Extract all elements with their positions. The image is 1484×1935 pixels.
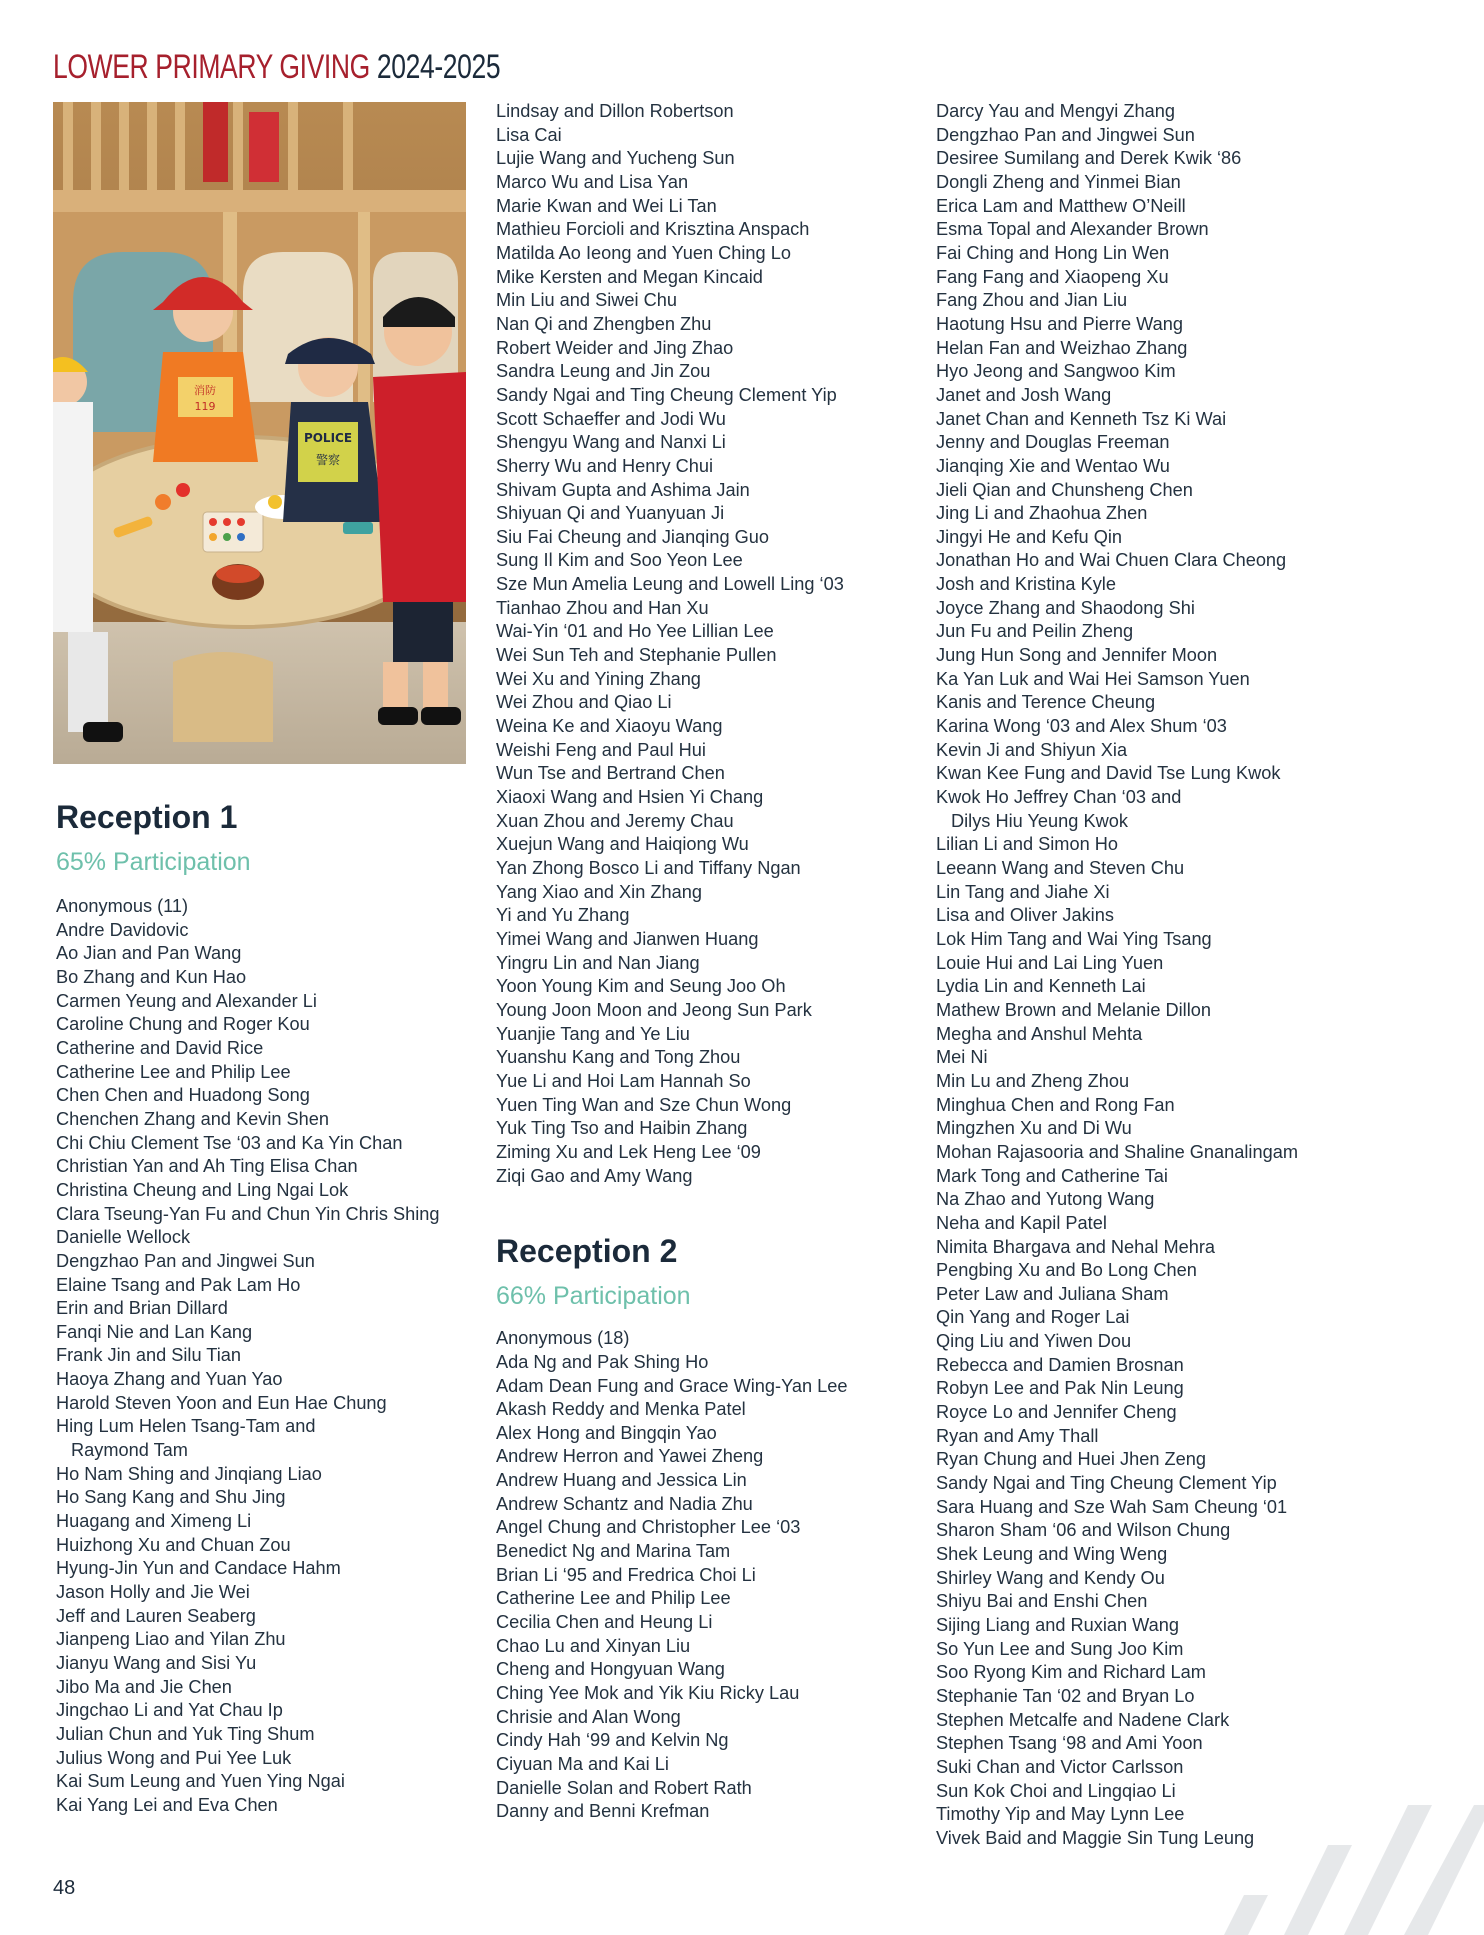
donor-name: Cheng and Hongyuan Wang — [496, 1659, 725, 1680]
reception-1-donor-list — [56, 895, 440, 1439]
donor-name: Rebecca and Damien Brosnan — [936, 1354, 1184, 1375]
donor-name: Xiaoxi Wang and Hsien Yi Chang — [496, 787, 764, 808]
donor-name: Huizhong Xu and Chuan Zou — [56, 1534, 291, 1555]
donor-name: Lisa and Oliver Jakins — [936, 905, 1114, 926]
donor-name: Peter Law and Juliana Sham — [936, 1283, 1169, 1304]
donor-name: Ziming Xu and Lek Heng Lee ‘09 — [496, 1141, 761, 1162]
donor-name: Robert Weider and Jing Zhao — [496, 337, 734, 358]
donor-name: Xuan Zhou and Jeremy Chau — [496, 810, 734, 831]
svg-text:POLICE: POLICE — [303, 431, 353, 445]
donor-name: Jonathan Ho and Wai Chuen Clara Cheong — [936, 550, 1287, 571]
donor-name: Hyung-Jin Yun and Candace Hahm — [56, 1558, 341, 1579]
donor-name: Haoya Zhang and Yuan Yao — [56, 1369, 283, 1390]
donor-name: Andrew Herron and Yawei Zheng — [496, 1446, 764, 1467]
donor-name: Yang Xiao and Xin Zhang — [496, 881, 702, 902]
donor-name: Nan Qi and Zhengben Zhu — [496, 313, 712, 334]
donor-name: Megha and Anshul Mehta — [936, 1023, 1143, 1044]
donor-name: Lindsay and Dillon Robertson — [496, 101, 734, 121]
donor-name: Mark Tong and Catherine Tai — [936, 1165, 1168, 1186]
donor-name: Christian Yan and Ah Ting Elisa Chan — [56, 1156, 358, 1177]
decorative-stripes — [1224, 1805, 1484, 1935]
donor-name: Vivek Baid and Maggie Sin Tung Leung — [936, 1827, 1255, 1848]
donor-name: Jianqing Xie and Wentao Wu — [936, 455, 1170, 476]
donor-name: Jeff and Lauren Seaberg — [56, 1605, 256, 1626]
donor-name: Wei Zhou and Qiao Li — [496, 692, 672, 713]
donor-name: Na Zhao and Yutong Wang — [936, 1189, 1155, 1210]
donor-name: Caroline Chung and Roger Kou — [56, 1014, 310, 1035]
donor-name: Joyce Zhang and Shaodong Shi — [936, 597, 1195, 618]
donor-name: Mike Kersten and Megan Kincaid — [496, 266, 763, 287]
donor-name: Dengzhao Pan and Jingwei Sun — [56, 1250, 315, 1271]
donor-name: Christina Cheung and Ling Ngai Lok — [56, 1179, 349, 1200]
donor-name: Shivam Gupta and Ashima Jain — [496, 479, 750, 500]
reception-2-donor-list-cont — [936, 100, 1298, 810]
donor-name: Nimita Bhargava and Nehal Mehra — [936, 1236, 1216, 1257]
donor-name: Sandy Ngai and Ting Cheung Clement Yip — [496, 384, 837, 405]
donor-name: Yi and Yu Zhang — [496, 905, 630, 926]
donor-name: Catherine Lee and Philip Lee — [496, 1588, 731, 1609]
donor-name: Alex Hong and Bingqin Yao — [496, 1422, 717, 1443]
donor-name: Andrew Schantz and Nadia Zhu — [496, 1493, 753, 1514]
donor-name: Sung Il Kim and Soo Yeon Lee — [496, 550, 743, 571]
donor-name: Kanis and Terence Cheung — [936, 692, 1156, 713]
right-column — [936, 100, 1298, 1851]
donor-name: Yuanjie Tang and Ye Liu — [496, 1023, 690, 1044]
donor-name: Sun Kok Choi and Lingqiao Li — [936, 1780, 1176, 1801]
donor-name: Sijing Liang and Ruxian Wang — [936, 1615, 1179, 1635]
donor-name: Stephanie Tan ‘02 and Bryan Lo — [936, 1685, 1195, 1706]
donor-name: Kai Yang Lei and Eva Chen — [56, 1794, 278, 1815]
donor-name: Yingru Lin and Nan Jiang — [496, 952, 700, 973]
donor-name: Angel Chung and Christopher Lee ‘03 — [496, 1517, 801, 1538]
donor-name: Sze Mun Amelia Leung and Lowell Ling ‘03 — [496, 574, 844, 595]
donor-name: Jingchao Li and Yat Chau Ip — [56, 1700, 283, 1721]
donor-name: Sherry Wu and Henry Chui — [496, 455, 713, 476]
donor-name: So Yun Lee and Sung Joo Kim — [936, 1638, 1184, 1659]
donor-name: Ho Nam Shing and Jinqiang Liao — [56, 1463, 322, 1484]
donor-name: Jianyu Wang and Sisi Yu — [56, 1653, 257, 1673]
donor-name: Yoon Young Kim and Seung Joo Oh — [496, 976, 786, 997]
donor-name: Josh and Kristina Kyle — [936, 574, 1116, 595]
donor-name: Danielle Solan and Robert Rath — [496, 1777, 752, 1798]
donor-name: Dongli Zheng and Yinmei Bian — [936, 171, 1181, 192]
donor-name: Clara Tseung-Yan Fu and Chun Yin Chris Shing — [56, 1203, 440, 1224]
donor-name: Jibo Ma and Jie Chen — [56, 1676, 232, 1697]
donor-name: Carmen Yeung and Alexander Li — [56, 990, 317, 1011]
donor-name: Mei Ni — [936, 1047, 988, 1068]
donor-name: Kevin Ji and Shiyun Xia — [936, 739, 1128, 760]
donor-name: Wei Xu and Yining Zhang — [496, 668, 701, 689]
donor-name: Yuen Ting Wan and Sze Chun Wong — [496, 1094, 792, 1115]
donor-name: Sandy Ngai and Ting Cheung Clement Yip — [936, 1473, 1277, 1494]
donor-name: Ziqi Gao and Amy Wang — [496, 1165, 693, 1186]
donor-name: Huagang and Ximeng Li — [56, 1511, 252, 1532]
donor-name: Danny and Benni Krefman — [496, 1801, 710, 1822]
donor-name: Shiyuan Qi and Yuanyuan Ji — [496, 503, 725, 524]
donor-name: Benedict Ng and Marina Tam — [496, 1541, 731, 1562]
donor-name: Sara Huang and Sze Wah Sam Cheung ‘01 — [936, 1496, 1288, 1517]
donor-name: Chrisie and Alan Wong — [496, 1706, 681, 1727]
donor-name: Yuanshu Kang and Tong Zhou — [496, 1047, 741, 1068]
donor-name: Stephen Tsang ‘98 and Ami Yoon — [936, 1733, 1203, 1754]
donor-name: Shengyu Wang and Nanxi Li — [496, 432, 726, 453]
donor-name: Marco Wu and Lisa Yan — [496, 171, 689, 192]
donor-name: Robyn Lee and Pak Nin Leung — [936, 1378, 1184, 1399]
donor-name: Ching Yee Mok and Yik Kiu Ricky Lau — [496, 1683, 800, 1704]
donor-name: Xuejun Wang and Haiqiong Wu — [496, 834, 749, 855]
donor-name: Jenny and Douglas Freeman — [936, 432, 1170, 453]
donor-name: Julian Chun and Yuk Ting Shum — [56, 1723, 315, 1744]
donor-name: Ryan and Amy Thall — [936, 1425, 1099, 1446]
page-header — [53, 50, 500, 84]
donor-name: Chen Chen and Huadong Song — [56, 1085, 310, 1106]
donor-name: Chi Chiu Clement Tse ‘03 and Ka Yin Chan — [56, 1132, 403, 1153]
donor-name: Qing Liu and Yiwen Dou — [936, 1331, 1132, 1352]
donor-name: Andre Davidovic — [56, 919, 189, 940]
classroom-photo — [53, 102, 466, 764]
donor-name: Yimei Wang and Jianwen Huang — [496, 928, 759, 949]
donor-name: Erica Lam and Matthew O’Neill — [936, 195, 1186, 216]
reception-2-participation: 66% Participation — [496, 1282, 691, 1311]
donor-name: Anonymous (18) — [496, 1328, 630, 1349]
donor-name: Adam Dean Fung and Grace Wing-Yan Lee — [496, 1375, 848, 1396]
reception-1-donor-list-cont — [56, 1463, 440, 1818]
donor-name: Ada Ng and Pak Shing Ho — [496, 1351, 709, 1372]
page-number: 48 — [53, 1877, 76, 1899]
donor-name: Matilda Ao Ieong and Yuen Ching Lo — [496, 242, 791, 263]
donor-name: Lujie Wang and Yucheng Sun — [496, 148, 735, 169]
donor-name: Qin Yang and Roger Lai — [936, 1307, 1130, 1328]
donor-name: Chao Lu and Xinyan Liu — [496, 1635, 691, 1656]
donor-name: Tianhao Zhou and Han Xu — [496, 597, 709, 618]
donor-name: Jianpeng Liao and Yilan Zhu — [56, 1629, 286, 1650]
middle-column — [496, 100, 848, 1824]
donor-name: Jason Holly and Jie Wei — [56, 1582, 250, 1603]
donor-name: Stephen Metcalfe and Nadene Clark — [936, 1709, 1230, 1730]
donor-name: Lydia Lin and Kenneth Lai — [936, 976, 1146, 997]
donor-name: Yue Li and Hoi Lam Hannah So — [496, 1070, 751, 1091]
donor-name: Helan Fan and Weizhao Zhang — [936, 337, 1188, 358]
donor-name: Kwok Ho Jeffrey Chan ‘03 and — [936, 787, 1182, 808]
donor-name: Ka Yan Luk and Wai Hei Samson Yuen — [936, 668, 1250, 689]
donor-name: Suki Chan and Victor Carlsson — [936, 1756, 1184, 1777]
donor-name: Darcy Yau and Mengyi Zhang — [936, 101, 1175, 121]
donor-name: Leeann Wang and Steven Chu — [936, 858, 1185, 878]
donor-name: Kwan Kee Fung and David Tse Lung Kwok — [936, 763, 1281, 784]
donor-name: Minghua Chen and Rong Fan — [936, 1094, 1175, 1115]
donor-name: Chenchen Zhang and Kevin Shen — [56, 1108, 330, 1129]
donor-name: Yuk Ting Tso and Haibin Zhang — [496, 1118, 748, 1139]
reception-1-column — [56, 797, 440, 1818]
reception-1-title: Reception 1 — [56, 799, 238, 835]
reception-2-donor-list-cont-2 — [936, 833, 1298, 1850]
svg-text:119: 119 — [194, 400, 216, 413]
donor-name: Jun Fu and Peilin Zheng — [936, 621, 1134, 642]
donor-name: Jingyi He and Kefu Qin — [936, 526, 1123, 547]
donor-name: Jing Li and Zhaohua Zhen — [936, 503, 1148, 524]
donor-name: Fang Fang and Xiaopeng Xu — [936, 266, 1169, 287]
donor-name: Cindy Hah ‘99 and Kelvin Ng — [496, 1730, 729, 1751]
donor-name: Wei Sun Teh and Stephanie Pullen — [496, 645, 777, 666]
donor-name: Jieli Qian and Chunsheng Chen — [936, 479, 1193, 500]
donor-name: Min Lu and Zheng Zhou — [936, 1070, 1130, 1091]
donor-name: Bo Zhang and Kun Hao — [56, 966, 247, 987]
donor-name: Desiree Sumilang and Derek Kwik ‘86 — [936, 148, 1242, 169]
donor-name: Esma Topal and Alexander Brown — [936, 219, 1209, 240]
donor-name: Lisa Cai — [496, 124, 562, 145]
donor-name: Karina Wong ‘03 and Alex Shum ‘03 — [936, 716, 1227, 737]
donor-name: Pengbing Xu and Bo Long Chen — [936, 1260, 1197, 1281]
donor-name: Ho Sang Kang and Shu Jing — [56, 1487, 286, 1508]
svg-text:警察: 警察 — [315, 453, 341, 467]
donor-name: Fang Zhou and Jian Liu — [936, 290, 1128, 311]
donor-name: Weina Ke and Xiaoyu Wang — [496, 716, 723, 737]
donor-name: Dengzhao Pan and Jingwei Sun — [936, 124, 1195, 145]
donor-name: Sandra Leung and Jin Zou — [496, 361, 711, 382]
donor-name: Catherine and David Rice — [56, 1037, 264, 1058]
donor-name: Hyo Jeong and Sangwoo Kim — [936, 361, 1176, 382]
reception-2-donor-list — [496, 1327, 848, 1824]
donor-name: Fanqi Nie and Lan Kang — [56, 1321, 253, 1342]
donor-name: Mohan Rajasooria and Shaline Gnanalingam — [936, 1141, 1298, 1162]
donor-name: Wai-Yin ‘01 and Ho Yee Lillian Lee — [496, 621, 774, 642]
donor-name: Kai Sum Leung and Yuen Ying Ngai — [56, 1771, 345, 1792]
donor-name: Julius Wong and Pui Yee Luk — [56, 1747, 292, 1768]
donor-name: Janet and Josh Wang — [936, 384, 1112, 405]
donor-name: Hing Lum Helen Tsang-Tam and — [56, 1416, 316, 1437]
donor-name: Janet Chan and Kenneth Tsz Ki Wai — [936, 408, 1227, 429]
donor-name: Sharon Sham ‘06 and Wilson Chung — [936, 1520, 1231, 1541]
donor-name: Andrew Huang and Jessica Lin — [496, 1470, 747, 1491]
donor-name: Louie Hui and Lai Ling Yuen — [936, 952, 1164, 973]
reception-1-participation: 65% Participation — [56, 848, 251, 876]
donor-name: Ao Jian and Pan Wang — [56, 943, 242, 964]
donor-name: Catherine Lee and Philip Lee — [56, 1061, 291, 1082]
donor-name: Mathew Brown and Melanie Dillon — [936, 999, 1211, 1020]
donor-name: Weishi Feng and Paul Hui — [496, 739, 706, 760]
reception-2-title: Reception 2 — [496, 1233, 678, 1270]
donor-name: Frank Jin and Silu Tian — [56, 1345, 242, 1366]
donor-name: Wun Tse and Bertrand Chen — [496, 763, 725, 784]
donor-name: Cecilia Chen and Heung Li — [496, 1612, 713, 1633]
donor-name: Haotung Hsu and Pierre Wang — [936, 313, 1184, 334]
donor-name: Harold Steven Yoon and Eun Hae Chung — [56, 1392, 387, 1413]
donor-name: Min Liu and Siwei Chu — [496, 290, 677, 311]
donor-name: Marie Kwan and Wei Li Tan — [496, 195, 717, 216]
donor-name: Ryan Chung and Huei Jhen Zeng — [936, 1449, 1206, 1470]
donor-name: Fai Ching and Hong Lin Wen — [936, 242, 1170, 263]
donor-name: Dilys Hiu Yeung Kwok — [951, 810, 1128, 831]
donor-name: Timothy Yip and May Lynn Lee — [936, 1804, 1185, 1825]
donor-name: Scott Schaeffer and Jodi Wu — [496, 408, 726, 429]
donor-name: Akash Reddy and Menka Patel — [496, 1399, 746, 1420]
donor-name: Lilian Li and Simon Ho — [936, 834, 1118, 855]
donor-name: Shek Leung and Wing Weng — [936, 1544, 1168, 1565]
donor-name: Brian Li ‘95 and Fredrica Choi Li — [496, 1564, 756, 1585]
donor-name: Anonymous (11) — [56, 896, 189, 916]
donor-name: Mingzhen Xu and Di Wu — [936, 1118, 1132, 1139]
donor-name: Shiyu Bai and Enshi Chen — [936, 1591, 1148, 1612]
donor-name: Soo Ryong Kim and Richard Lam — [936, 1662, 1206, 1683]
donor-name: Shirley Wang and Kendy Ou — [936, 1567, 1165, 1588]
header-title-red: LOWER PRIMARY GIVING — [53, 48, 370, 86]
donor-name: Raymond Tam — [71, 1440, 188, 1461]
donor-name: Siu Fai Cheung and Jianqing Guo — [496, 526, 769, 547]
reception-1-donor-list-cont-2 — [496, 100, 848, 1188]
donor-name: Lok Him Tang and Wai Ying Tsang — [936, 928, 1212, 949]
donor-name: Young Joon Moon and Jeong Sun Park — [496, 999, 812, 1020]
donor-name: Mathieu Forcioli and Krisztina Anspach — [496, 219, 810, 240]
donor-name: Yan Zhong Bosco Li and Tiffany Ngan — [496, 858, 801, 878]
donor-name: Jung Hun Song and Jennifer Moon — [936, 645, 1218, 666]
donor-name: Ciyuan Ma and Kai Li — [496, 1754, 669, 1774]
donor-name: Danielle Wellock — [56, 1227, 191, 1248]
donor-name: Lin Tang and Jiahe Xi — [936, 881, 1110, 902]
donor-name: Elaine Tsang and Pak Lam Ho — [56, 1274, 301, 1295]
fire-sign-text: 消防 — [194, 384, 216, 397]
donor-name: Royce Lo and Jennifer Cheng — [936, 1402, 1177, 1423]
donor-name: Neha and Kapil Patel — [936, 1212, 1107, 1233]
donor-name: Erin and Brian Dillard — [56, 1298, 228, 1319]
header-title-year: 2024-2025 — [376, 48, 501, 86]
